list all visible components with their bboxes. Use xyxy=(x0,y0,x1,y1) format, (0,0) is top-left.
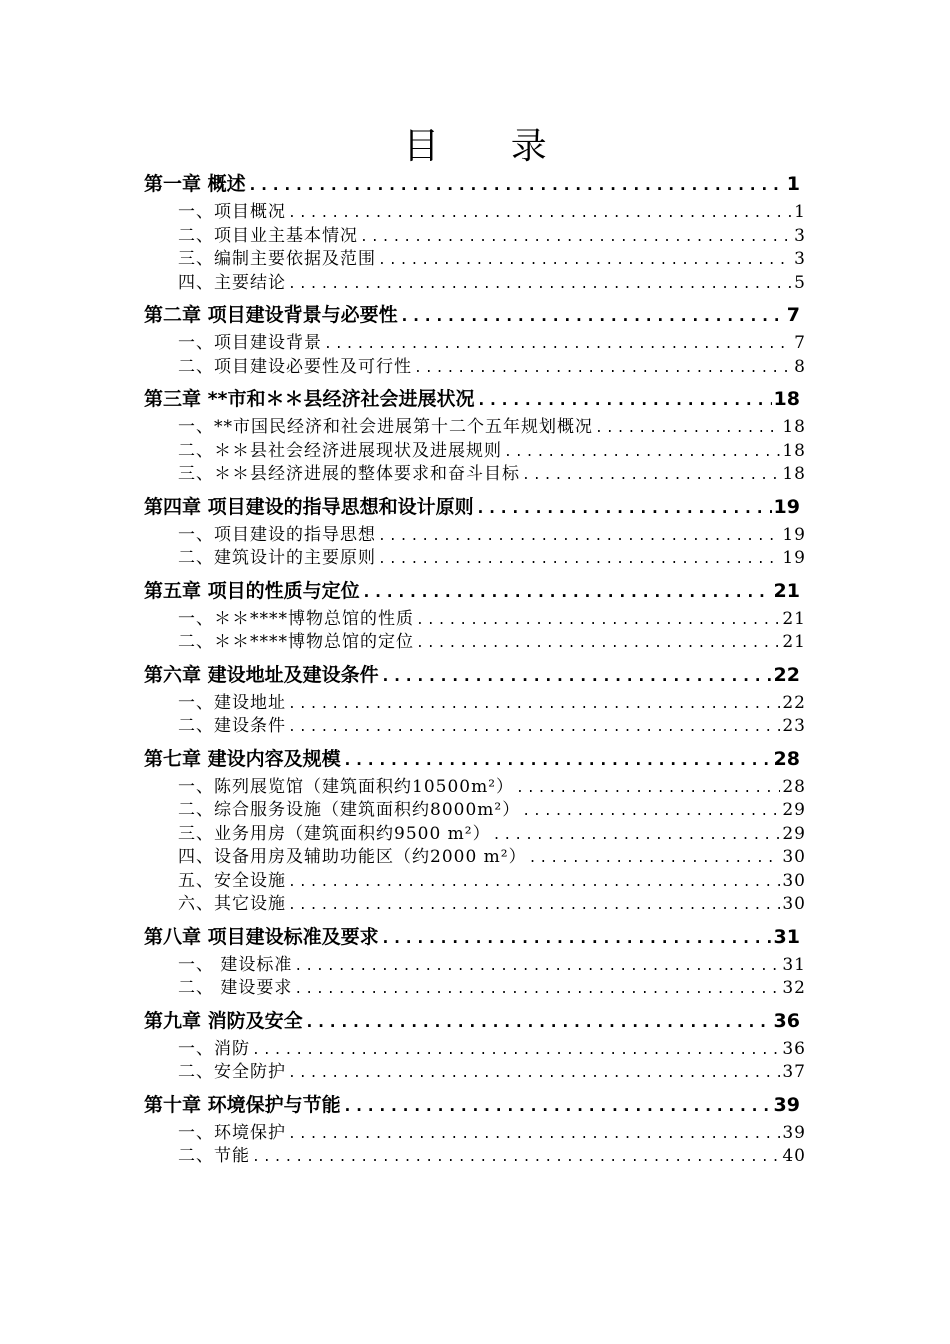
section-title: 六、其它设施 xyxy=(178,894,286,914)
toc-chapter-entry[interactable] xyxy=(144,1005,806,1038)
dot-leader xyxy=(476,491,772,524)
section-title: 一、 建设标准 xyxy=(178,954,293,975)
chapter-title: 第九章 消防及安全 xyxy=(144,1009,303,1032)
section-page-number: 32 xyxy=(782,978,806,998)
toc-section-entry[interactable] xyxy=(144,248,806,272)
toc-section-entry[interactable] xyxy=(144,631,806,655)
dot-leader xyxy=(294,955,780,979)
chapter-page-number: 22 xyxy=(773,663,800,686)
toc-chapter-entry[interactable] xyxy=(144,743,806,776)
section-title: 二、 建设要求 xyxy=(178,978,293,998)
dot-leader xyxy=(416,632,780,656)
section-title: 三、编制主要依据及范围 xyxy=(178,249,376,269)
section-title: 一、消防 xyxy=(178,1038,250,1059)
toc-title: 目 录 xyxy=(403,126,577,167)
dot-leader xyxy=(529,847,781,871)
toc-chapter-entry[interactable] xyxy=(144,921,806,954)
section-title: 二、节能 xyxy=(178,1146,250,1166)
dot-leader xyxy=(343,743,772,776)
toc-section-entry[interactable] xyxy=(144,416,806,440)
dot-leader xyxy=(378,525,780,549)
section-title: 三、＊＊县经济进展的整体要求和奋斗目标 xyxy=(178,464,520,484)
section-page-number: 29 xyxy=(782,800,806,820)
section-page-number: 19 xyxy=(782,524,806,545)
section-title: 一、陈列展览馆（建筑面积约10500m²） xyxy=(178,776,515,797)
toc-section-entry[interactable] xyxy=(144,356,806,380)
toc-section-entry[interactable] xyxy=(144,954,806,978)
toc-section-entry[interactable] xyxy=(144,608,806,632)
chapter-title: 第十章 环境保护与节能 xyxy=(144,1093,341,1116)
section-page-number: 28 xyxy=(782,776,806,797)
section-page-number: 8 xyxy=(794,356,806,377)
dot-leader xyxy=(416,609,780,633)
dot-leader xyxy=(493,824,781,848)
chapter-page-number: 7 xyxy=(786,304,800,326)
section-page-number: 36 xyxy=(782,1038,806,1059)
dot-leader xyxy=(381,921,772,954)
section-page-number: 19 xyxy=(782,548,806,568)
section-title: 二、建设条件 xyxy=(178,716,286,736)
chapter-title: 第六章 建设地址及建设条件 xyxy=(144,663,379,686)
toc-chapter-entry[interactable] xyxy=(144,383,806,416)
section-page-number: 18 xyxy=(782,440,806,461)
dot-leader xyxy=(305,1005,772,1038)
section-page-number: 3 xyxy=(794,249,806,269)
table-of-contents xyxy=(144,168,806,1169)
dot-leader xyxy=(381,659,772,692)
chapter-page-number: 36 xyxy=(773,1009,800,1032)
section-page-number: 23 xyxy=(782,716,806,736)
section-page-number: 39 xyxy=(782,1122,806,1143)
toc-section-entry[interactable] xyxy=(144,977,806,1001)
section-page-number: 5 xyxy=(794,272,806,293)
section-page-number: 37 xyxy=(782,1062,806,1082)
toc-section-entry[interactable] xyxy=(144,272,806,296)
section-page-number: 7 xyxy=(794,333,806,353)
toc-section-entry[interactable] xyxy=(144,870,806,894)
dot-leader xyxy=(288,1062,780,1086)
section-title: 二、项目建设必要性及可行性 xyxy=(178,356,412,377)
toc-section-entry[interactable] xyxy=(144,893,806,917)
dot-leader xyxy=(288,693,780,717)
section-title: 一、建设地址 xyxy=(178,692,286,713)
section-page-number: 21 xyxy=(782,632,806,652)
section-title: 五、安全设施 xyxy=(178,870,286,891)
dot-leader xyxy=(288,202,792,226)
toc-section-entry[interactable] xyxy=(144,524,806,548)
toc-section-entry[interactable] xyxy=(144,692,806,716)
toc-section-entry[interactable] xyxy=(144,776,806,800)
toc-chapter-entry[interactable] xyxy=(144,659,806,692)
toc-section-entry[interactable] xyxy=(144,440,806,464)
section-title: 一、项目概况 xyxy=(178,202,286,222)
chapter-title: 第七章 建设内容及规模 xyxy=(144,747,341,770)
chapter-title: 第三章 **市和＊＊县经济社会进展状况 xyxy=(144,388,475,410)
dot-leader xyxy=(288,1123,780,1147)
toc-section-entry[interactable] xyxy=(144,1038,806,1062)
dot-leader xyxy=(252,1146,780,1170)
toc-chapter-entry[interactable] xyxy=(144,575,806,608)
dot-leader xyxy=(504,441,780,465)
section-title: 二、综合服务设施（建筑面积约8000m²） xyxy=(178,800,521,820)
toc-section-entry[interactable] xyxy=(144,332,806,356)
section-page-number: 30 xyxy=(782,870,806,891)
toc-section-entry[interactable] xyxy=(144,799,806,823)
toc-section-entry[interactable] xyxy=(144,225,806,249)
chapter-title: 第二章 项目建设背景与必要性 xyxy=(144,304,398,326)
toc-section-entry[interactable] xyxy=(144,201,806,225)
toc-chapter-entry[interactable] xyxy=(144,168,806,201)
dot-leader xyxy=(595,417,780,441)
section-title: 二、＊＊****博物总馆的定位 xyxy=(178,632,414,652)
dot-leader xyxy=(324,333,792,357)
section-page-number: 1 xyxy=(794,202,806,222)
chapter-page-number: 21 xyxy=(773,579,800,602)
section-page-number: 31 xyxy=(782,954,806,975)
dot-leader xyxy=(516,777,780,801)
dot-leader xyxy=(288,716,780,740)
chapter-page-number: 18 xyxy=(773,388,800,410)
toc-section-entry[interactable] xyxy=(144,463,806,487)
chapter-page-number: 31 xyxy=(773,925,800,948)
chapter-page-number: 39 xyxy=(773,1093,800,1116)
toc-section-entry[interactable] xyxy=(144,846,806,870)
toc-section-entry[interactable] xyxy=(144,715,806,739)
chapter-page-number: 19 xyxy=(773,495,800,518)
toc-section-entry[interactable] xyxy=(144,1061,806,1085)
chapter-title: 第八章 项目建设标准及要求 xyxy=(144,925,379,948)
dot-leader xyxy=(343,1089,772,1122)
section-page-number: 18 xyxy=(782,417,806,437)
section-title: 二、建筑设计的主要原则 xyxy=(178,548,376,568)
section-page-number: 22 xyxy=(782,692,806,713)
section-page-number: 21 xyxy=(782,608,806,629)
section-page-number: 3 xyxy=(794,225,806,246)
section-title: 一、＊＊****博物总馆的性质 xyxy=(178,608,414,629)
toc-chapter-entry[interactable] xyxy=(144,1089,806,1122)
toc-section-entry[interactable] xyxy=(144,823,806,847)
toc-chapter-entry[interactable] xyxy=(144,491,806,524)
chapter-title: 第一章 概述 xyxy=(144,173,246,195)
chapter-title: 第四章 项目建设的指导思想和设计原则 xyxy=(144,495,474,518)
section-title: 一、环境保护 xyxy=(178,1122,286,1143)
dot-leader xyxy=(288,871,780,895)
dot-leader xyxy=(378,249,792,273)
chapter-page-number: 28 xyxy=(773,747,800,770)
dot-leader xyxy=(400,299,785,332)
toc-section-entry[interactable] xyxy=(144,1122,806,1146)
toc-section-entry[interactable] xyxy=(144,547,806,571)
dot-leader xyxy=(288,894,780,918)
section-page-number: 30 xyxy=(782,847,806,867)
dot-leader xyxy=(414,357,792,381)
dot-leader xyxy=(248,168,785,201)
dot-leader xyxy=(522,464,780,488)
toc-chapter-entry[interactable] xyxy=(144,299,806,332)
section-title: 一、项目建设背景 xyxy=(178,333,322,353)
dot-leader xyxy=(360,226,792,250)
section-title: 二、项目业主基本情况 xyxy=(178,225,358,246)
section-title: 二、安全防护 xyxy=(178,1062,286,1082)
section-page-number: 40 xyxy=(782,1146,806,1166)
dot-leader xyxy=(477,383,772,416)
dot-leader xyxy=(252,1039,780,1063)
dot-leader xyxy=(294,978,780,1002)
section-page-number: 18 xyxy=(782,464,806,484)
section-title: 一、**市国民经济和社会进展第十二个五年规划概况 xyxy=(178,417,593,437)
dot-leader xyxy=(362,575,772,608)
section-page-number: 29 xyxy=(782,823,806,844)
section-page-number: 30 xyxy=(782,894,806,914)
section-title: 四、设备用房及辅助功能区（约2000 m²） xyxy=(178,847,527,867)
dot-leader xyxy=(522,800,780,824)
chapter-page-number: 1 xyxy=(786,173,800,195)
toc-section-entry[interactable] xyxy=(144,1145,806,1169)
section-title: 一、项目建设的指导思想 xyxy=(178,524,376,545)
section-title: 二、＊＊县社会经济进展现状及进展规则 xyxy=(178,440,502,461)
section-title: 三、业务用房（建筑面积约9500 m²） xyxy=(178,823,491,844)
dot-leader xyxy=(378,548,780,572)
section-title: 四、主要结论 xyxy=(178,272,286,293)
chapter-title: 第五章 项目的性质与定位 xyxy=(144,579,360,602)
dot-leader xyxy=(288,273,792,297)
